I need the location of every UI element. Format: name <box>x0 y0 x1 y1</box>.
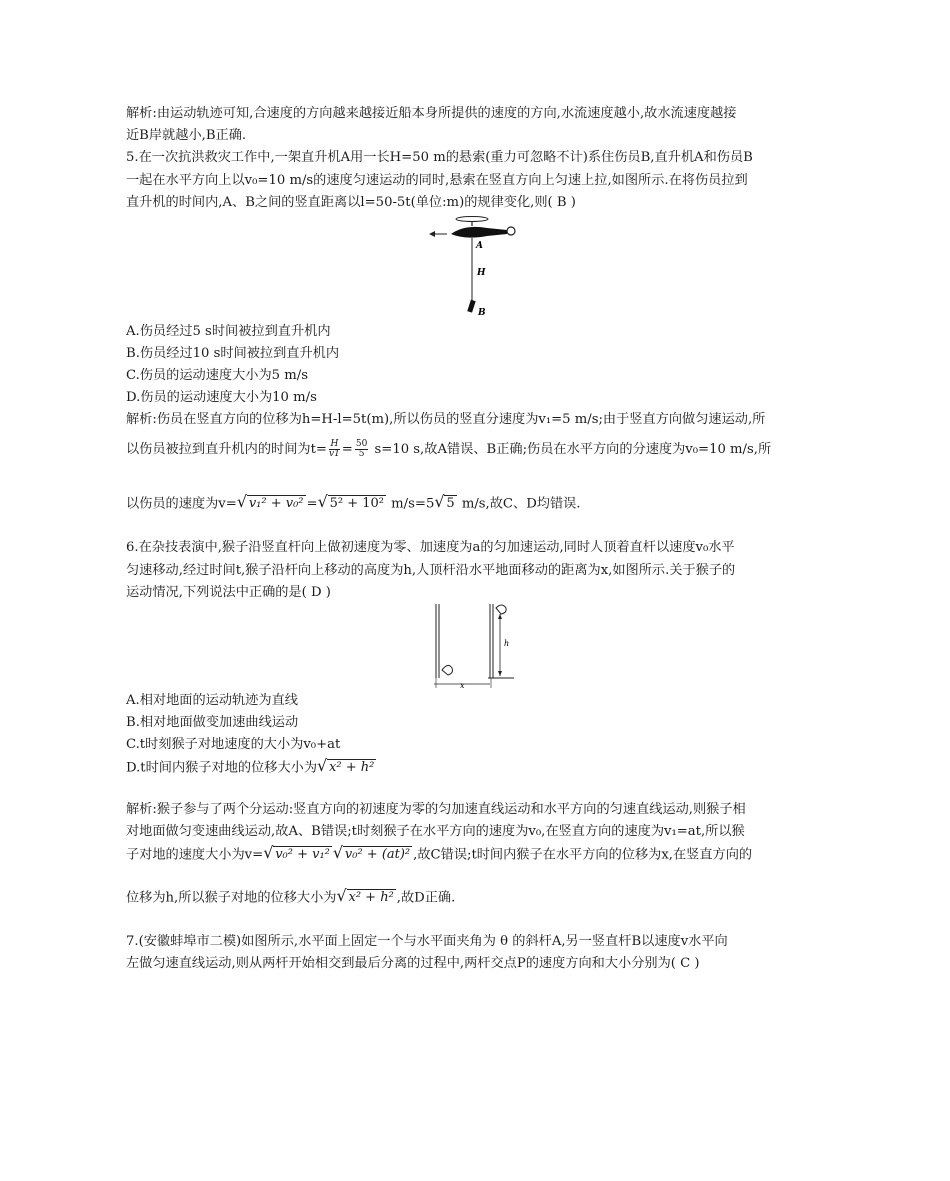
text-run: = <box>306 496 318 512</box>
text-run: D.t时间内猴子对地的位移大小为 <box>126 760 318 776</box>
text-run: m/s=5 <box>386 496 435 512</box>
option-a: A.伤员经过5 s时间被拉到直升机内 <box>126 324 331 339</box>
solution-text: 近B岸就越小,B正确. <box>126 128 247 143</box>
monkey-start <box>442 665 453 675</box>
monkey-pole-figure <box>428 600 518 692</box>
text-run: = <box>341 442 353 457</box>
text-run: s=10 s,故A错误、B正确;伤员在水平方向的分速度为v₀=10 m/s,所 <box>370 442 772 457</box>
question-7-text: 7.(安徽蚌埠市二模)如图所示,水平面上固定一个与水平面夹角为 θ 的斜杆A,另一竖直杆B以速度v水平向 <box>126 934 728 949</box>
question-5-text: 一起在水平方向上以v₀=10 m/s的速度匀速运动的同时,悬索在竖直方向上匀速上拉,如图所示.在将伤员拉到 <box>126 173 748 188</box>
sqrt-5: √ 5 <box>435 494 456 514</box>
label-x: x <box>460 681 465 690</box>
option-b: B.相对地面做变加速曲线运动 <box>126 715 299 730</box>
option-b: B.伤员经过10 s时间被拉到直升机内 <box>126 346 340 361</box>
option-c: C.t时刻猴子对地速度的大小为v₀+at <box>126 737 341 752</box>
option-a: A.相对地面的运动轨迹为直线 <box>126 693 298 708</box>
sqrt-v1-v0: √ v₁² + v₀² <box>238 494 306 514</box>
text-run: ,故C错误;t时间内猴子在水平方向的位移为x,在竖直方向的 <box>413 847 753 863</box>
solution-6-text: 对地面做匀变速曲线运动,故A、B错误;t时刻猴子在水平方向的速度为v₀,在竖直方向的速度为v₁=at,所以猴 <box>126 824 745 839</box>
text-run: 以伤员被拉到直升机内的时间为t= <box>126 442 327 457</box>
label-h: H <box>477 268 486 278</box>
sqrt-v0-at: √ v₀² + (at)² <box>334 845 412 865</box>
solution-6-text: 解析:猴子参与了两个分运动:竖直方向的初速度为零的匀加速直线运动和水平方向的匀速直线运动,则猴子相 <box>126 802 746 817</box>
solution-6-text <box>126 888 455 909</box>
question-7-text: 左做匀速直线运动,则从两杆开始相交到最后分离的过程中,两杆交点P的速度方向和大小分别为( C ) <box>126 956 700 971</box>
helicopter-body <box>451 227 507 238</box>
text-run: 子对地的速度大小为v= <box>126 847 264 863</box>
helicopter-figure <box>425 216 525 320</box>
sqrt-x-h: √ x² + h² <box>318 758 376 778</box>
solution-text: 解析:由运动轨迹可知,合速度的方向越来越接近船本身所提供的速度的方向,水流速度越小,故水流速度越接 <box>126 106 737 121</box>
sqrt-x-h: √ x² + h² <box>338 888 396 908</box>
question-6-text: 6.在杂技表演中,猴子沿竖直杆向上做初速度为零、加速度为a的匀加速运动,同时人顶着直杆以速度v₀水平 <box>126 540 735 555</box>
tail-rotor <box>507 227 515 235</box>
solution-5-text <box>126 494 581 515</box>
fraction-h-over-v1: $\frac{H}{v1}$ <box>328 439 340 459</box>
text-run: 以伤员的速度为v= <box>126 496 237 512</box>
solution-6-text <box>126 845 752 866</box>
solution-5-text: 解析:伤员在竖直方向的位移为h=H-l=5t(m),所以伤员的竖直分速度为v₁=5 m/s;由于竖直方向做匀速运动,所 <box>126 412 766 427</box>
label-h: h <box>504 639 510 648</box>
sqrt-numeric: √ 5² + 10² <box>319 494 386 514</box>
fraction-50-over-5: $\frac{50}{5}$ <box>355 439 368 459</box>
option-d: D.伤员的运动速度大小为10 m/s <box>126 390 317 405</box>
label-a: A <box>476 241 483 251</box>
question-5-text: 5.在一次抗洪救灾工作中,一架直升机A用一长H=50 m的悬索(重力可忽略不计)系住伤员B,直升机A和伤员B <box>126 150 753 165</box>
solution-5-text <box>126 440 771 460</box>
question-5-text: 直升机的时间内,A、B之间的竖直距离以l=50-5t(单位:m)的规律变化,则( B ) <box>126 195 576 210</box>
rotor <box>456 217 488 222</box>
sqrt-v0-v1: √ v₀² + v₁² <box>264 845 332 865</box>
label-b: B <box>478 308 486 318</box>
text-run: m/s,故C、D均错误. <box>457 496 581 512</box>
option-c: C.伤员的运动速度大小为5 m/s <box>126 368 308 383</box>
injured-person <box>467 300 475 313</box>
option-d <box>126 758 377 779</box>
text-run: ,故D正确. <box>396 890 456 906</box>
monkey-end <box>496 605 506 614</box>
text-run: 位移为h,所以猴子对地的位移大小为 <box>126 890 337 906</box>
question-6-text: 运动情况,下列说法中正确的是( D ) <box>126 585 331 600</box>
question-6-text: 匀速移动,经过时间t,猴子沿杆向上移动的高度为h,人顶杆沿水平地面移动的距离为x,如图所示.关于猴子的 <box>126 563 736 578</box>
